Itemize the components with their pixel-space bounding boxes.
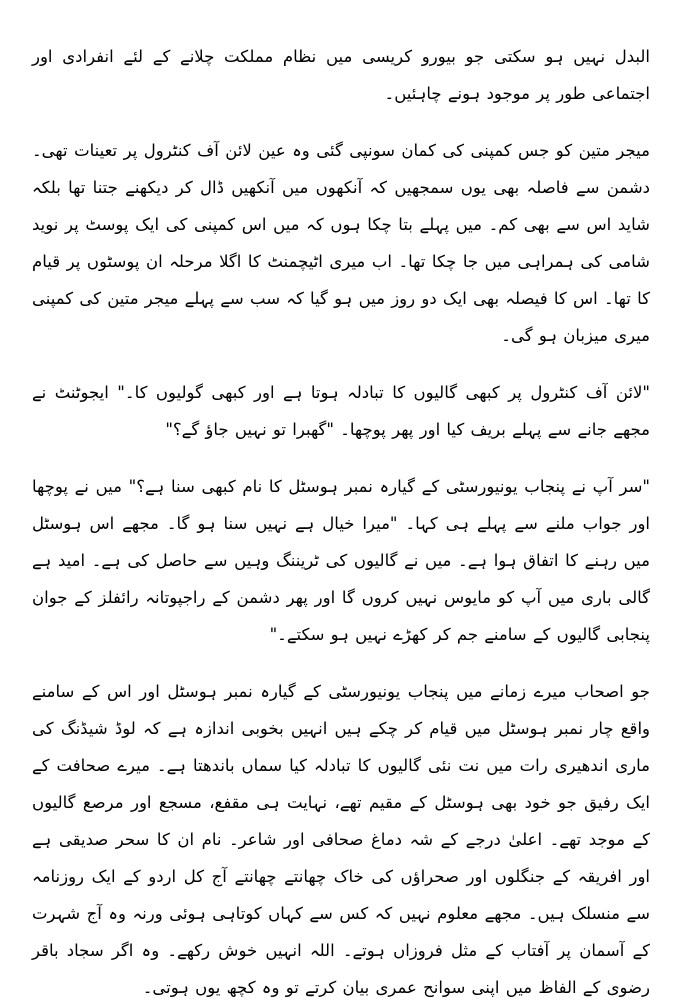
paragraph-3: "لائن آف کنٹرول پر کبھی گالیوں کا تبادلہ ہوتا ہے اور کبھی گولیوں کا۔" ایجوٹنٹ نے مجھے جانے سے پہلے بریف کیا اور پھر پوچھا۔ "گھبرا تو نہیں جاؤ گے؟": [32, 383, 650, 439]
paragraph-2: میجر متین کو جس کمپنی کی کمان سونپی گئی وہ عین لائن آف کنٹرول پر تعینات تھی۔ دشمن سے فاصلہ بھی یوں سمجھیں کہ آنکھوں میں آنکھیں ڈال کر دیکھنے جتنا تھا بلکہ شاید اس سے بھی کم۔ میں پہلے بتا چکا ہوں کہ میں اس کمپنی کی ایک پوسٹ پر نوید شامی کی ہمراہی میں جا چکا تھا۔ اب میری اٹیچمنٹ کا اگلا مرحلہ ان پوسٹوں پر قیام کا تھا۔ اس کا فیصلہ بھی ایک دو روز میں ہو گیا کہ سب سے پہلے میجر متین کی کمپنی میری میزبان ہو گی۔: [32, 141, 650, 345]
paragraph-5: جو اصحاب میرے زمانے میں پنجاب یونیورسٹی کے گیارہ نمبر ہوسٹل اور اس کے سامنے واقع چار نمبر ہوسٹل میں قیام کر چکے ہیں انہیں بخوبی اندازہ ہے کہ لوڈ شیڈنگ کی ماری اندھیری رات میں نت نئی گالیوں کا تبادلہ کیا سماں باندھتا ہے۔ میرے صحافت کے ایک رفیق جو خود بھی ہوسٹل کے مقیم تھے، نہایت ہی مقفع، مسجع اور مرصع گالیوں کے موجد تھے۔ اعلیٰ درجے کے شہ دماغ صحافی اور شاعر۔ نام ان کا سحر صدیقی ہے اور افریقہ کے جنگلوں اور صحراؤں کی خاک چھانتے چھانتے آج کل اردو کے ایک روزنامہ سے منسلک ہیں۔ مجھے معلوم نہیں کہ کس سے کہاں کوتاہی ہوئی ورنہ وہ آج شہرت کے آسمان پر آفتاب کے مثل فروزاں ہوتے۔ اللہ انہیں خوش رکھے۔ وہ اگر سجاد باقر رضوی کے الفاظ میں اپنی سوانح عمری بیان کرتے تو وہ کچھ یوں ہوتی۔: [32, 682, 650, 997]
paragraph-1: البدل نہیں ہو سکتی جو بیورو کریسی میں نظام مملکت چلانے کے لئے انفرادی اور اجتماعی طور پر موجود ہونے چاہئیں۔: [32, 47, 650, 103]
paragraph-4: "سر آپ نے پنجاب یونیورسٹی کے گیارہ نمبر ہوسٹل کا نام کبھی سنا ہے؟" میں نے پوچھا اور جواب ملنے سے پہلے ہی کہا۔ "میرا خیال ہے نہیں سنا ہو گا۔ مجھے اس ہوسٹل میں رہنے کا اتفاق ہوا ہے۔ میں نے گالیوں کی ٹریننگ وہیں سے حاصل کی ہے۔ امید ہے گالی باری میں آپ کو مایوس نہیں کروں گا اور پھر دشمن کے راجپوتانہ رائفلز کے جوان پنجابی گالیوں کے سامنے جم کر کھڑے نہیں ہو سکتے۔": [32, 477, 650, 644]
